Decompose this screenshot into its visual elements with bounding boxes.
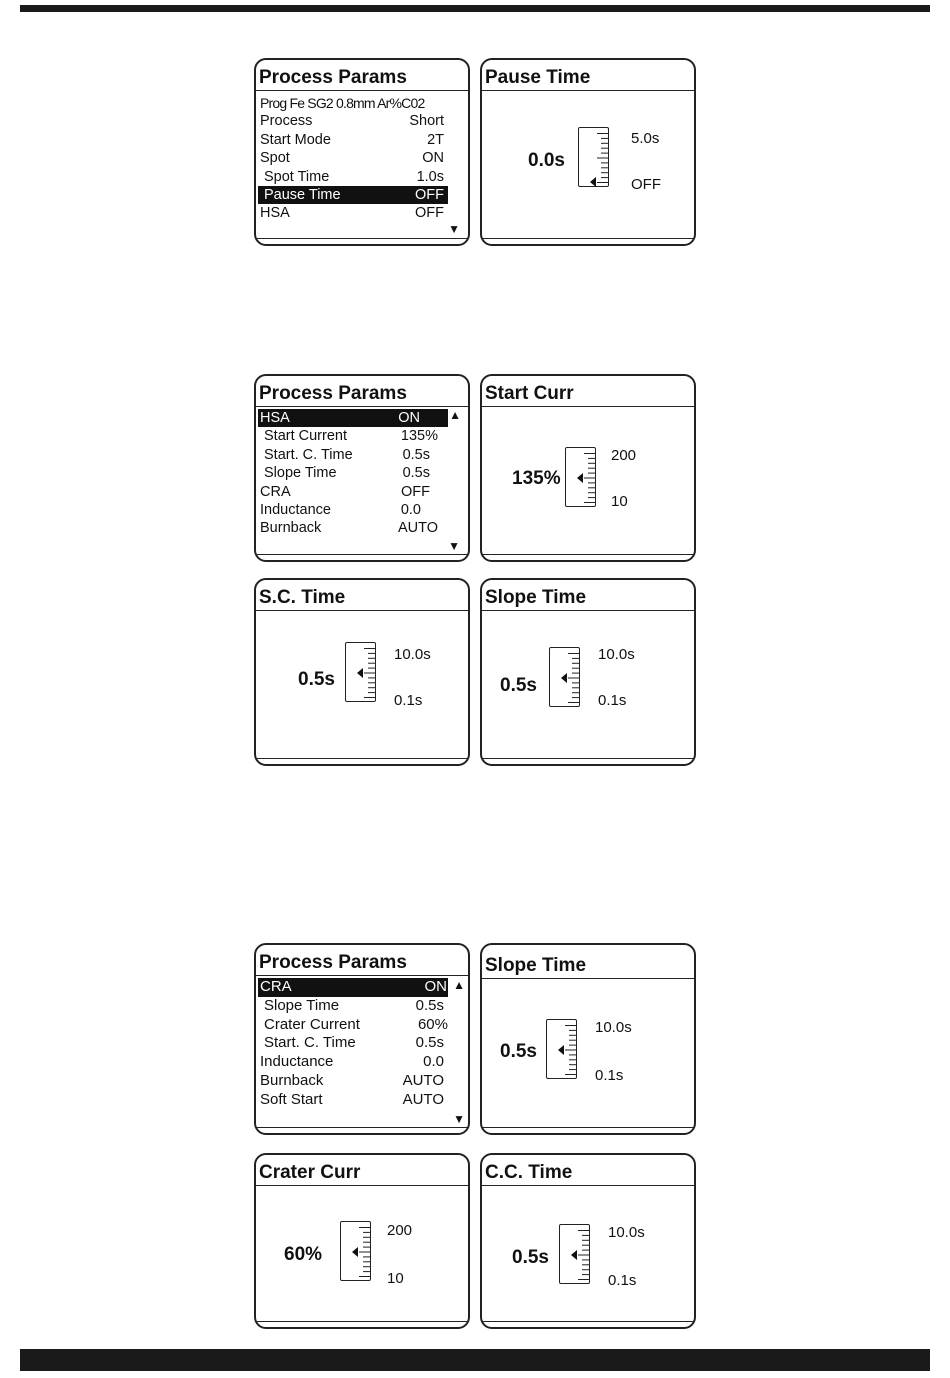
list-item[interactable]: HSA OFF	[260, 205, 444, 222]
current-value: 0.5s	[500, 675, 537, 696]
current-value: 0.5s	[512, 1247, 549, 1268]
list-item-selected[interactable]: HSA ON	[258, 409, 448, 427]
scale-min: 0.1s	[598, 692, 627, 709]
scale-max: 200	[611, 447, 637, 464]
screen-title: C.C. Time	[482, 1160, 694, 1186]
list-item[interactable]: Process Short	[260, 113, 444, 130]
scale-min: 0.1s	[595, 1067, 624, 1084]
screen-title: Process Params	[256, 381, 468, 407]
slope-time-screen-1	[480, 578, 696, 766]
cc-time-screen	[480, 1153, 696, 1329]
screen-title: S.C. Time	[256, 585, 468, 611]
param-list	[258, 94, 448, 223]
screen-title: Pause Time	[482, 65, 694, 91]
level-scale	[340, 1221, 371, 1281]
param-list	[258, 978, 448, 1110]
current-value: 60%	[284, 1244, 323, 1265]
scale-max: 10.0s	[394, 646, 431, 663]
scale-max: 10.0s	[608, 1224, 645, 1241]
list-item[interactable]: Start. C. Time 0.5s	[264, 1034, 444, 1052]
pause-time-screen	[480, 58, 696, 246]
bottom-rule	[20, 1349, 930, 1371]
list-item[interactable]: Start Current 135%	[264, 428, 438, 445]
level-pointer-icon	[352, 1247, 358, 1257]
level-pointer-icon	[357, 668, 363, 678]
list-item[interactable]: Crater Current 60%	[264, 1015, 448, 1033]
scroll-up-icon[interactable]: ▲	[453, 978, 465, 992]
process-params-screen-2	[254, 374, 470, 562]
scale-min: 10	[611, 493, 628, 510]
crater-current-screen	[254, 1153, 470, 1329]
level-scale	[345, 642, 376, 702]
list-item[interactable]: Slope Time 0.5s	[264, 465, 430, 482]
list-item[interactable]: Soft Start AUTO	[260, 1090, 444, 1108]
level-scale	[578, 127, 609, 187]
scroll-down-icon[interactable]: ▼	[448, 222, 460, 236]
level-scale	[546, 1019, 577, 1079]
list-item[interactable]: Inductance 0.0	[260, 1053, 444, 1071]
param-list	[258, 409, 448, 538]
scale-max: 10.0s	[595, 1019, 632, 1036]
list-item-selected[interactable]: Pause Time OFF	[258, 186, 448, 204]
scale-min: 0.1s	[394, 692, 423, 709]
level-scale	[559, 1224, 590, 1284]
scale-min: 10	[387, 1270, 404, 1287]
list-item[interactable]: Spot Time 1.0s	[264, 168, 444, 185]
current-value: 0.5s	[500, 1041, 537, 1062]
level-pointer-icon	[561, 673, 567, 683]
screen-title: Start Curr	[482, 381, 694, 407]
top-rule	[20, 5, 930, 12]
scale-min: 0.1s	[608, 1272, 637, 1289]
list-item[interactable]: CRA OFF	[260, 483, 430, 500]
scroll-up-icon[interactable]: ▲	[449, 408, 461, 422]
level-pointer-icon	[558, 1045, 564, 1055]
scroll-down-icon[interactable]: ▼	[453, 1112, 465, 1126]
screen-title: Slope Time	[482, 953, 694, 979]
current-value: 0.5s	[298, 669, 335, 690]
list-item[interactable]: Start. C. Time 0.5s	[264, 446, 430, 463]
scale-max: 5.0s	[631, 130, 660, 147]
level-pointer-icon	[577, 473, 583, 483]
scale-max: 200	[387, 1222, 413, 1239]
level-pointer-icon	[571, 1250, 577, 1260]
start-current-screen	[480, 374, 696, 562]
scroll-down-icon[interactable]: ▼	[448, 539, 460, 553]
list-item[interactable]: Start Mode 2T	[260, 131, 444, 148]
slope-time-screen-2	[480, 943, 696, 1135]
current-value: 135%	[512, 468, 561, 489]
level-pointer-icon	[590, 177, 596, 187]
list-item[interactable]: Slope Time 0.5s	[264, 996, 444, 1014]
list-item[interactable]: Spot ON	[260, 150, 444, 167]
program-line: Prog Fe SG2 0.8mm Ar%C02	[260, 95, 425, 111]
list-item[interactable]: Inductance 0.0	[260, 501, 421, 518]
process-params-screen-1	[254, 58, 470, 246]
level-scale	[549, 647, 580, 707]
sc-time-screen	[254, 578, 470, 766]
level-scale	[565, 447, 596, 507]
scale-min: OFF	[631, 176, 661, 193]
scale-max: 10.0s	[598, 646, 635, 663]
list-item-selected[interactable]: CRA ON	[260, 978, 447, 995]
current-value: 0.0s	[528, 150, 565, 171]
screen-title: Slope Time	[482, 585, 694, 611]
screen-title: Crater Curr	[256, 1160, 468, 1186]
screen-title: Process Params	[256, 950, 468, 976]
list-item[interactable]: Burnback AUTO	[260, 1071, 444, 1089]
list-item[interactable]: Burnback AUTO	[260, 520, 438, 537]
process-params-screen-3	[254, 943, 470, 1135]
screen-title: Process Params	[256, 65, 468, 91]
